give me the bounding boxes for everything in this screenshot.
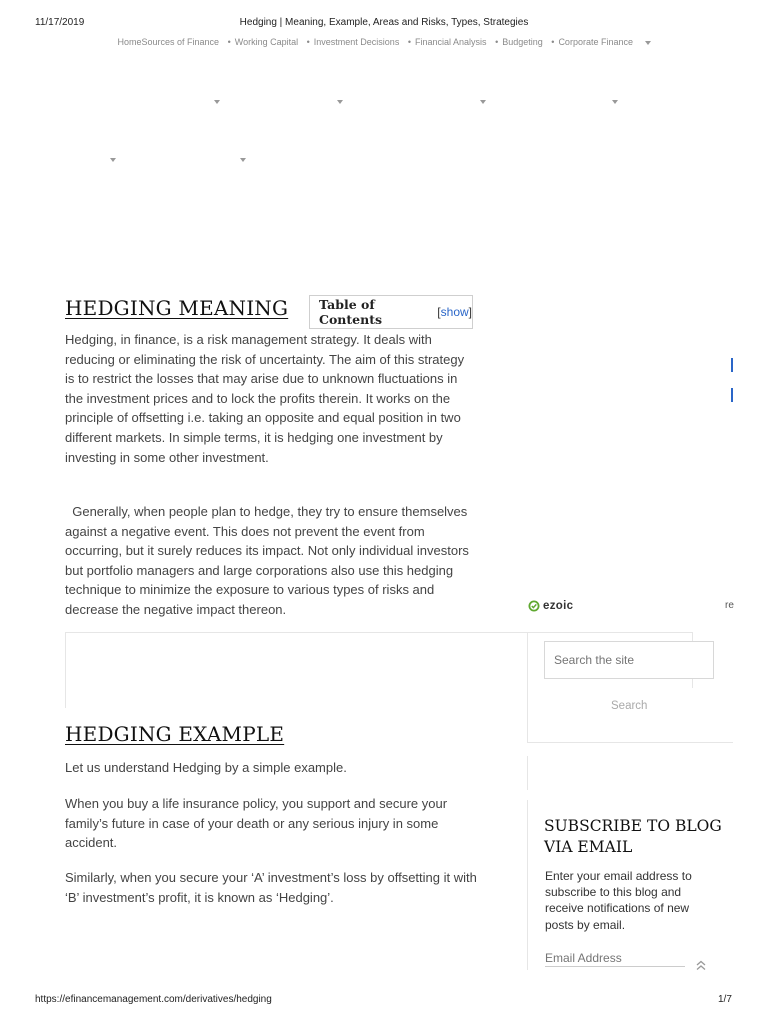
toc-show-link[interactable]: show — [440, 305, 469, 319]
ezoic-badge — [528, 600, 573, 612]
nav-item-investment-decisions[interactable]: Investment Decisions — [313, 37, 400, 47]
paragraph: Let us understand Hedging by a simple example. — [65, 760, 347, 775]
top-nav — [0, 37, 768, 47]
print-page-number: 1/7 — [718, 994, 732, 1005]
chevron-down-icon[interactable] — [480, 100, 486, 104]
clipped-link-fragment — [731, 388, 733, 402]
chevron-down-icon[interactable] — [240, 158, 246, 162]
toc-bracket-open: [ — [437, 305, 441, 319]
nav-item-home-sources-of-finance[interactable]: HomeSources of Finance — [117, 37, 220, 47]
widget-border — [527, 756, 528, 790]
search-input[interactable] — [544, 641, 714, 679]
paragraph: Hedging, in finance, is a risk management strategy. It deals with reducing or eliminating the risk of uncertainty. The aim of this strategy is to restrict the losses that may arise due to unknown fluctuations in the investment prices and to lock the profits therein. It works on the principle of offsetting i.e. taking an opposite and equal position in two different markets. In simple terms, it is hedging one investment by investing in some other investment. — [65, 332, 465, 465]
table-of-contents — [309, 295, 473, 329]
nav-bullet: • — [227, 37, 231, 47]
widget-border — [527, 800, 528, 970]
nav-item-financial-analysis[interactable]: Financial Analysis — [415, 37, 487, 47]
nav-item-budgeting[interactable]: Budgeting — [502, 37, 543, 47]
print-date: 11/17/2019 — [35, 17, 85, 28]
print-url: https://efinancemanagement.com/derivatives/hedging — [35, 994, 272, 1005]
subscribe-title: SUBSCRIBE TO BLOG VIA EMAIL — [544, 817, 722, 856]
widget-border — [527, 742, 733, 743]
print-title: Hedging | Meaning, Example, Areas and Risks, Types, Strategies — [239, 17, 529, 28]
search-button[interactable]: Search — [611, 700, 648, 712]
paragraph: When you buy a life insurance policy, you support and secure your family’s future in case of your death or any serious injury in some accident. — [65, 796, 448, 851]
content-divider — [65, 632, 527, 633]
heading-hedging-meaning: HEDGING MEANING — [65, 296, 289, 320]
heading-hedging-example: HEDGING EXAMPLE — [65, 722, 285, 746]
widget-border — [527, 632, 693, 633]
email-field[interactable] — [545, 950, 685, 967]
chevron-down-icon[interactable] — [214, 100, 220, 104]
clipped-link-fragment — [731, 358, 733, 372]
nav-bullet: • — [551, 37, 555, 47]
paragraph: Generally, when people plan to hedge, they try to ensure themselves against a negative event. This does not prevent the event from occurring, but it surely reduces its impact. Not only individual investors but portfolio managers and large corporations also use this hedging technique to minimize the exposure to various types of risks and decrease the negative impact thereon. — [65, 504, 473, 617]
double-chevron-up-icon — [694, 958, 708, 972]
nav-bullet: • — [306, 37, 310, 47]
clipped-text: re — [725, 600, 734, 611]
nav-bullet: • — [407, 37, 411, 47]
scroll-to-top-button[interactable] — [694, 958, 708, 977]
chevron-down-icon[interactable] — [110, 158, 116, 162]
paragraph: Similarly, when you secure your ‘A’ investment’s loss by offsetting it with ‘B’ investment’s profit, it is known as ‘Hedging’. — [65, 870, 477, 905]
toc-title: Table of Contents — [319, 297, 383, 327]
subscribe-description: Enter your email address to subscribe to this blog and receive notifications of new posts by email. — [545, 869, 692, 932]
nav-item-corporate-finance[interactable]: Corporate Finance — [558, 37, 633, 47]
toc-bracket-close: ] — [468, 305, 472, 319]
chevron-down-icon[interactable] — [612, 100, 618, 104]
ezoic-label: ezoic — [543, 600, 574, 612]
nav-item-working-capital[interactable]: Working Capital — [234, 37, 299, 47]
chevron-down-icon[interactable] — [645, 41, 651, 45]
nav-bullet: • — [495, 37, 499, 47]
ezoic-logo-icon — [528, 600, 540, 612]
toc-toggle — [437, 305, 472, 319]
content-divider — [65, 632, 66, 708]
widget-border — [527, 632, 528, 742]
chevron-down-icon[interactable] — [337, 100, 343, 104]
